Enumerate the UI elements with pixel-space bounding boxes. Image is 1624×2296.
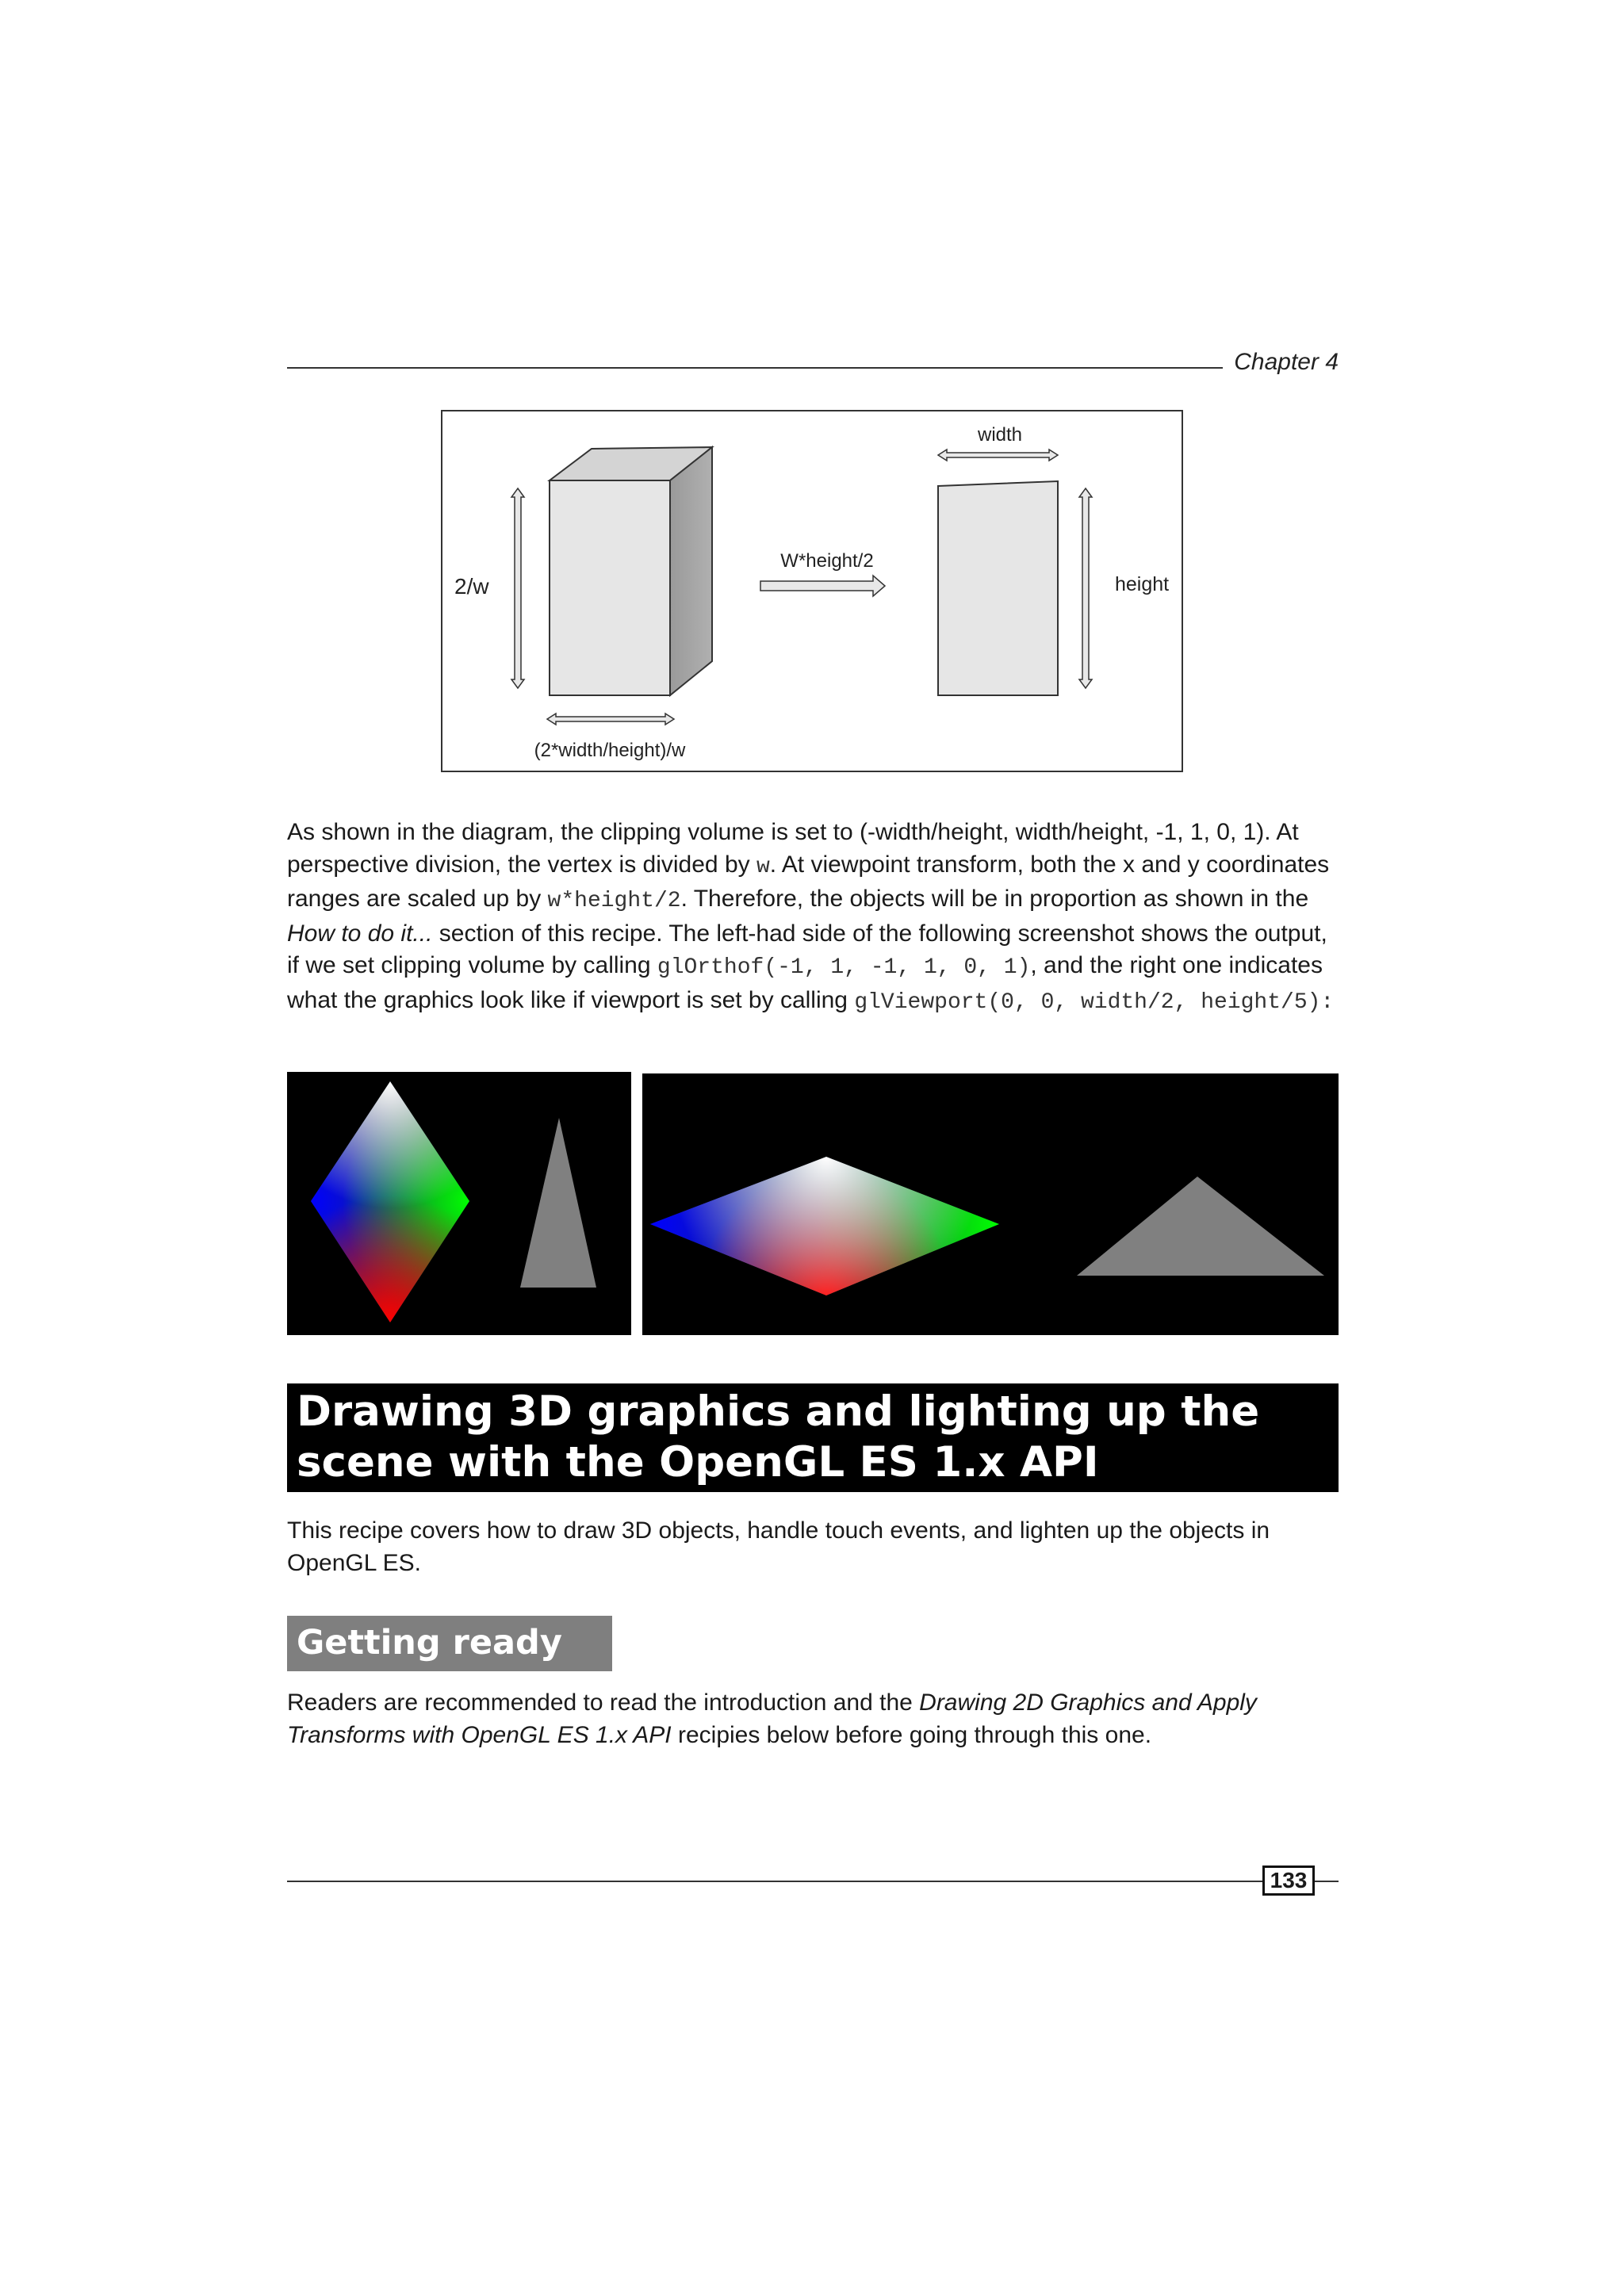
chapter-label: Chapter 4	[1234, 349, 1339, 375]
code-glviewport: glViewport(0, 0, width/2, height/5):	[854, 989, 1335, 1015]
viewport-shape	[938, 481, 1058, 695]
subsection-title-getting-ready: Getting ready	[287, 1616, 612, 1671]
label-right-width: width	[977, 424, 1023, 446]
transform-arrow	[760, 576, 885, 596]
clipping-volume-diagram	[441, 410, 1183, 772]
italic-section-ref: How to do it...	[287, 920, 433, 947]
screenshot-viewport-output	[642, 1073, 1339, 1335]
label-2-over-w: 2/w	[454, 574, 489, 599]
right-width-arrow	[938, 450, 1058, 461]
paragraph-recipe-intro: This recipe covers how to draw 3D objects, handle touch events, and lighten up the objects in OpenGL ES.	[287, 1517, 1270, 1576]
italic-recipe-ref: Drawing 2D Graphics and Apply Transforms with OpenGL ES 1.x API	[287, 1689, 1257, 1748]
label-transform: W*height/2	[780, 550, 874, 572]
footer-rule-right	[1313, 1881, 1339, 1882]
left-height-arrow	[511, 488, 524, 688]
footer-rule-left	[287, 1881, 1264, 1882]
diagram-svg	[442, 411, 1182, 771]
code-scale: w*height/2	[547, 889, 681, 913]
page-number: 133	[1262, 1866, 1315, 1896]
right-height-arrow	[1079, 488, 1092, 688]
screenshot-clipping-output	[287, 1072, 631, 1335]
paragraph-getting-ready: Readers are recommended to read the introduction and the Drawing 2D Graphics and Apply Transforms with OpenGL ES 1.x API recipies below before going through this one.	[287, 1689, 1257, 1748]
code-w: w	[756, 854, 770, 879]
label-right-height: height	[1115, 573, 1170, 595]
flattened-color-diamond	[642, 1073, 1339, 1335]
code-glorthof: glOrthof(-1, 1, -1, 1, 0, 1)	[657, 955, 1031, 980]
left-width-arrow	[547, 714, 674, 725]
section-title: Drawing 3D graphics and lighting up the scene with the OpenGL ES 1.x API	[287, 1383, 1339, 1492]
gray-triangle	[520, 1118, 596, 1288]
header-rule	[287, 367, 1223, 369]
label-left-width: (2*width/height)/w	[534, 740, 686, 761]
flattened-gray-triangle	[1077, 1177, 1324, 1276]
paragraph-clipping-explanation: As shown in the diagram, the clipping volume is set to (-width/height, width/height, -1, 1, 0, 1). At perspective division, the vertex is divided by w. At viewpoint transform, both the x and y coordinates ranges are scaled up by w*height/2. Therefore, the objects will be in proportion as shown in the How to do it... section of this recipe. The left-had side of the following screenshot shows the output, if we set clipping volume by calling glOrthof(-1, 1, -1, 1, 0, 1), and the right one indicates what the graphics look like if viewport is set by calling glViewport(0, 0, width/2, height/5):	[287, 819, 1335, 1015]
color-diamond	[287, 1072, 631, 1335]
cuboid-shape	[550, 447, 712, 695]
